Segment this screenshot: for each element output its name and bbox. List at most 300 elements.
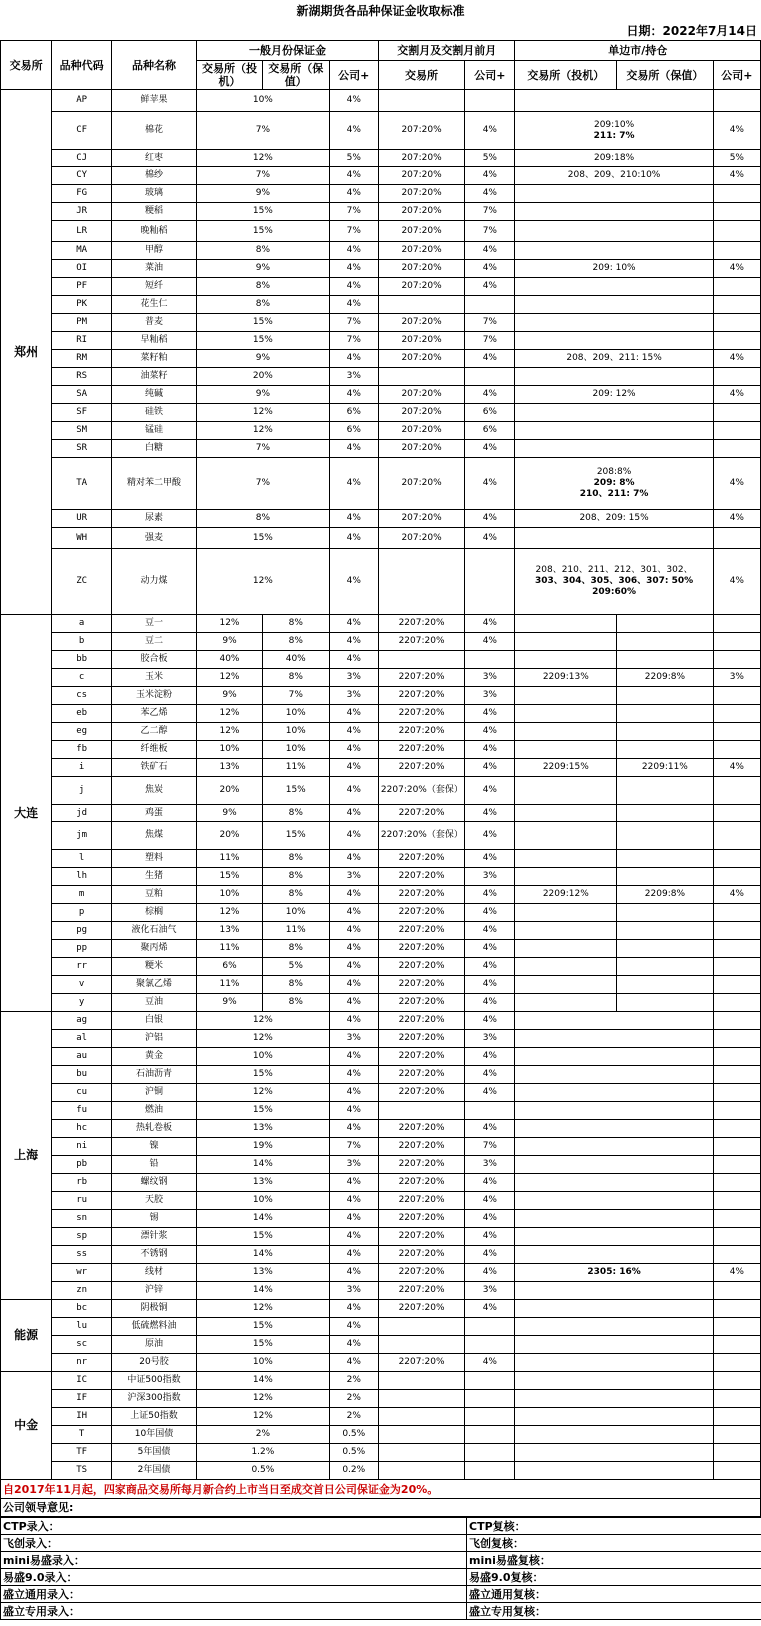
delivery-company-margin: 4% bbox=[465, 1354, 515, 1372]
delivery-exchange-margin: 2207:20% bbox=[378, 1264, 464, 1282]
general-company-margin: 4% bbox=[329, 296, 378, 314]
table-row bbox=[1, 822, 761, 850]
general-margin: 9% bbox=[197, 386, 329, 404]
product-code: bu bbox=[52, 1066, 112, 1084]
product-code: RS bbox=[52, 368, 112, 386]
unilateral-margin bbox=[515, 1462, 713, 1480]
general-company-margin: 4% bbox=[329, 759, 378, 777]
unilateral-company-margin bbox=[713, 1318, 760, 1336]
product-name: 聚丙烯 bbox=[111, 940, 196, 958]
general-margin: 12% bbox=[197, 1030, 329, 1048]
delivery-company-margin: 7% bbox=[465, 1138, 515, 1156]
unilateral-margin bbox=[515, 1426, 713, 1444]
table-row bbox=[1, 705, 761, 723]
product-name: 硅铁 bbox=[111, 404, 196, 422]
product-code: fb bbox=[52, 741, 112, 759]
product-code: WH bbox=[52, 528, 112, 549]
unilateral-margin bbox=[515, 1318, 713, 1336]
product-code: rr bbox=[52, 958, 112, 976]
table-row bbox=[1, 1246, 761, 1264]
delivery-exchange-margin: 2207:20% bbox=[378, 1210, 464, 1228]
general-margin: 12% bbox=[197, 1300, 329, 1318]
product-name: 聚氯乙烯 bbox=[111, 976, 196, 994]
table-row bbox=[1, 1120, 761, 1138]
unilateral-hedge-margin bbox=[617, 904, 714, 922]
unilateral-company-margin bbox=[713, 651, 760, 669]
product-code: LR bbox=[52, 221, 112, 242]
general-company-margin: 0.2% bbox=[329, 1462, 378, 1480]
table-row bbox=[1, 549, 761, 615]
delivery-exchange-margin bbox=[378, 549, 464, 615]
leader-opinion: 公司领导意见: bbox=[1, 1499, 761, 1517]
delivery-exchange-margin: 2207:20%（套保） bbox=[378, 777, 464, 805]
product-name: 红枣 bbox=[111, 150, 196, 167]
delivery-company-margin: 4% bbox=[465, 741, 515, 759]
general-spec-margin: 13% bbox=[197, 759, 263, 777]
table-row bbox=[1, 633, 761, 651]
product-name: 不锈钢 bbox=[111, 1246, 196, 1264]
product-code: CY bbox=[52, 167, 112, 185]
general-spec-margin: 11% bbox=[197, 976, 263, 994]
product-code: UR bbox=[52, 510, 112, 528]
general-company-margin: 7% bbox=[329, 332, 378, 350]
unilateral-hedge-margin bbox=[617, 741, 714, 759]
delivery-exchange-margin: 2207:20% bbox=[378, 1156, 464, 1174]
product-code: TS bbox=[52, 1462, 112, 1480]
table-row bbox=[1, 278, 761, 296]
unilateral-hedge-margin bbox=[617, 922, 714, 940]
general-company-margin: 4% bbox=[329, 1048, 378, 1066]
general-spec-margin: 20% bbox=[197, 822, 263, 850]
unilateral-line: 209: 12% bbox=[592, 389, 636, 399]
unilateral-margin bbox=[515, 1156, 713, 1174]
header-unilateral-hedge: 交易所（保值） bbox=[617, 61, 714, 90]
delivery-company-margin: 4% bbox=[465, 994, 515, 1012]
unilateral-company-margin bbox=[713, 368, 760, 386]
delivery-company-margin: 4% bbox=[465, 185, 515, 203]
general-company-margin: 4% bbox=[329, 940, 378, 958]
product-code: IH bbox=[52, 1408, 112, 1426]
delivery-company-margin: 4% bbox=[465, 976, 515, 994]
product-code: ag bbox=[52, 1012, 112, 1030]
general-spec-margin: 12% bbox=[197, 705, 263, 723]
product-code: cu bbox=[52, 1084, 112, 1102]
general-margin: 15% bbox=[197, 1228, 329, 1246]
delivery-company-margin: 5% bbox=[465, 150, 515, 167]
general-company-margin: 4% bbox=[329, 167, 378, 185]
unilateral-line: 208、209: 15% bbox=[579, 513, 649, 523]
product-name: 玉米淀粉 bbox=[111, 687, 196, 705]
header-general-margin: 一般月份保证金 bbox=[197, 41, 379, 61]
delivery-company-margin: 6% bbox=[465, 422, 515, 440]
general-company-margin: 4% bbox=[329, 1102, 378, 1120]
unilateral-company-margin bbox=[713, 1030, 760, 1048]
unilateral-margin bbox=[515, 1264, 713, 1282]
delivery-exchange-margin: 2207:20% bbox=[378, 633, 464, 651]
table-row bbox=[1, 1030, 761, 1048]
delivery-exchange-margin bbox=[378, 1372, 464, 1390]
delivery-company-margin: 4% bbox=[465, 510, 515, 528]
delivery-exchange-margin: 2207:20% bbox=[378, 741, 464, 759]
general-company-margin: 3% bbox=[329, 1282, 378, 1300]
product-code: lu bbox=[52, 1318, 112, 1336]
delivery-exchange-margin: 2207:20% bbox=[378, 994, 464, 1012]
delivery-company-margin: 4% bbox=[465, 1264, 515, 1282]
table-row bbox=[1, 615, 761, 633]
general-company-margin: 7% bbox=[329, 221, 378, 242]
unilateral-company-margin bbox=[713, 850, 760, 868]
product-name: 苯乙烯 bbox=[111, 705, 196, 723]
product-code: j bbox=[52, 777, 112, 805]
unilateral-margin bbox=[515, 221, 713, 242]
product-code: jm bbox=[52, 822, 112, 850]
general-hedge-margin: 10% bbox=[262, 741, 329, 759]
exchange-name: 中金 bbox=[1, 1372, 52, 1480]
unilateral-company-margin bbox=[713, 940, 760, 958]
general-margin: 14% bbox=[197, 1282, 329, 1300]
product-name: 菜籽粕 bbox=[111, 350, 196, 368]
general-margin: 12% bbox=[197, 422, 329, 440]
table-row bbox=[1, 1408, 761, 1426]
delivery-exchange-margin: 2207:20% bbox=[378, 615, 464, 633]
unilateral-spec-margin bbox=[515, 687, 617, 705]
product-code: bc bbox=[52, 1300, 112, 1318]
general-company-margin: 4% bbox=[329, 440, 378, 458]
general-margin: 15% bbox=[197, 203, 329, 221]
general-margin: 15% bbox=[197, 221, 329, 242]
product-name: 玉米 bbox=[111, 669, 196, 687]
product-code: ZC bbox=[52, 549, 112, 615]
general-margin: 14% bbox=[197, 1210, 329, 1228]
exchange-name: 大连 bbox=[1, 615, 52, 1012]
general-company-margin: 4% bbox=[329, 633, 378, 651]
general-margin: 1.2% bbox=[197, 1444, 329, 1462]
product-name: 线材 bbox=[111, 1264, 196, 1282]
unilateral-margin bbox=[515, 368, 713, 386]
general-margin: 12% bbox=[197, 1012, 329, 1030]
unilateral-company-margin bbox=[713, 1138, 760, 1156]
general-spec-margin: 12% bbox=[197, 723, 263, 741]
delivery-company-margin: 4% bbox=[465, 904, 515, 922]
unilateral-company-margin bbox=[713, 723, 760, 741]
unilateral-company-margin bbox=[713, 296, 760, 314]
unilateral-company-margin bbox=[713, 1462, 760, 1480]
general-company-margin: 4% bbox=[329, 741, 378, 759]
unilateral-company-margin: 5% bbox=[713, 150, 760, 167]
product-code: ss bbox=[52, 1246, 112, 1264]
unilateral-spec-margin bbox=[515, 868, 617, 886]
unilateral-company-margin bbox=[713, 1390, 760, 1408]
delivery-company-margin: 4% bbox=[465, 112, 515, 150]
general-spec-margin: 9% bbox=[197, 805, 263, 822]
general-hedge-margin: 7% bbox=[262, 687, 329, 705]
unilateral-margin bbox=[515, 386, 713, 404]
unilateral-line: 209:18% bbox=[593, 152, 635, 163]
general-spec-margin: 12% bbox=[197, 669, 263, 687]
delivery-exchange-margin: 2207:20% bbox=[378, 723, 464, 741]
product-code: PF bbox=[52, 278, 112, 296]
general-company-margin: 4% bbox=[329, 458, 378, 510]
product-name: 阴极铜 bbox=[111, 1300, 196, 1318]
unilateral-company-margin bbox=[713, 404, 760, 422]
table-row bbox=[1, 669, 761, 687]
delivery-exchange-margin: 2207:20% bbox=[378, 868, 464, 886]
table-row bbox=[1, 1156, 761, 1174]
product-name: 油菜籽 bbox=[111, 368, 196, 386]
general-hedge-margin: 8% bbox=[262, 615, 329, 633]
table-row bbox=[1, 203, 761, 221]
unilateral-margin bbox=[515, 112, 713, 150]
general-margin: 14% bbox=[197, 1246, 329, 1264]
header-delivery-exchange: 交易所 bbox=[378, 61, 464, 90]
unilateral-company-margin bbox=[713, 1228, 760, 1246]
table-row bbox=[1, 1066, 761, 1084]
unilateral-company-margin bbox=[713, 1372, 760, 1390]
general-margin: 15% bbox=[197, 332, 329, 350]
general-company-margin: 4% bbox=[329, 528, 378, 549]
product-name: 10年国债 bbox=[111, 1426, 196, 1444]
table-row bbox=[1, 1048, 761, 1066]
general-margin: 9% bbox=[197, 260, 329, 278]
unilateral-company-margin bbox=[713, 221, 760, 242]
general-hedge-margin: 8% bbox=[262, 669, 329, 687]
product-code: SM bbox=[52, 422, 112, 440]
unilateral-margin bbox=[515, 422, 713, 440]
unilateral-company-margin bbox=[713, 705, 760, 723]
general-margin: 20% bbox=[197, 368, 329, 386]
unilateral-company-margin bbox=[713, 958, 760, 976]
delivery-exchange-margin: 207:20% bbox=[378, 314, 464, 332]
unilateral-line: 208:8% bbox=[596, 467, 632, 477]
general-company-margin: 2% bbox=[329, 1372, 378, 1390]
unilateral-company-margin: 4% bbox=[713, 350, 760, 368]
general-company-margin: 4% bbox=[329, 723, 378, 741]
unilateral-company-margin bbox=[713, 1336, 760, 1354]
delivery-exchange-margin: 207:20% bbox=[378, 185, 464, 203]
delivery-company-margin: 4% bbox=[465, 1300, 515, 1318]
product-name: 20号胶 bbox=[111, 1354, 196, 1372]
general-company-margin: 2% bbox=[329, 1408, 378, 1426]
unilateral-margin bbox=[515, 1246, 713, 1264]
unilateral-margin bbox=[515, 1138, 713, 1156]
signoff-row bbox=[1, 1552, 761, 1569]
general-hedge-margin: 8% bbox=[262, 886, 329, 904]
unilateral-line: 208、210、211、212、301、302、 bbox=[535, 565, 693, 575]
product-name: 粳米 bbox=[111, 958, 196, 976]
general-hedge-margin: 15% bbox=[262, 822, 329, 850]
unilateral-margin bbox=[515, 404, 713, 422]
review-signoff: CTP复核： bbox=[467, 1518, 761, 1535]
product-name: 原油 bbox=[111, 1336, 196, 1354]
table-row bbox=[1, 90, 761, 112]
table-row bbox=[1, 741, 761, 759]
delivery-company-margin: 4% bbox=[465, 759, 515, 777]
product-name: 镍 bbox=[111, 1138, 196, 1156]
delivery-company-margin: 4% bbox=[465, 528, 515, 549]
general-company-margin: 3% bbox=[329, 669, 378, 687]
unilateral-spec-margin bbox=[515, 805, 617, 822]
table-row bbox=[1, 922, 761, 940]
unilateral-line: 208、209、211: 15% bbox=[566, 353, 662, 363]
table-row bbox=[1, 1336, 761, 1354]
delivery-company-margin bbox=[465, 651, 515, 669]
unilateral-margin bbox=[515, 185, 713, 203]
delivery-exchange-margin: 207:20% bbox=[378, 458, 464, 510]
exchange-name: 能源 bbox=[1, 1300, 52, 1372]
delivery-exchange-margin: 2207:20% bbox=[378, 669, 464, 687]
product-code: sc bbox=[52, 1336, 112, 1354]
unilateral-margin bbox=[515, 242, 713, 260]
product-code: T bbox=[52, 1426, 112, 1444]
unilateral-company-margin bbox=[713, 1048, 760, 1066]
table-row bbox=[1, 868, 761, 886]
general-margin: 15% bbox=[197, 1336, 329, 1354]
unilateral-company-margin bbox=[713, 904, 760, 922]
product-name: 菜油 bbox=[111, 260, 196, 278]
unilateral-company-margin bbox=[713, 1354, 760, 1372]
general-company-margin: 4% bbox=[329, 1120, 378, 1138]
general-hedge-margin: 11% bbox=[262, 759, 329, 777]
general-company-margin: 0.5% bbox=[329, 1444, 378, 1462]
unilateral-line: 209:60% bbox=[592, 587, 637, 597]
unilateral-hedge-margin bbox=[617, 850, 714, 868]
delivery-exchange-margin: 2207:20% bbox=[378, 1138, 464, 1156]
unilateral-margin bbox=[515, 549, 713, 615]
product-code: AP bbox=[52, 90, 112, 112]
unilateral-company-margin bbox=[713, 1102, 760, 1120]
product-name: 豆二 bbox=[111, 633, 196, 651]
general-company-margin: 4% bbox=[329, 850, 378, 868]
unilateral-hedge-margin bbox=[617, 615, 714, 633]
product-name: 花生仁 bbox=[111, 296, 196, 314]
header-unilateral: 单边市/持仓 bbox=[515, 41, 761, 61]
unilateral-spec-margin bbox=[515, 651, 617, 669]
exchange-name: 郑州 bbox=[1, 90, 52, 615]
unilateral-hedge-margin bbox=[617, 958, 714, 976]
unilateral-margin bbox=[515, 1336, 713, 1354]
general-company-margin: 7% bbox=[329, 203, 378, 221]
delivery-exchange-margin: 207:20% bbox=[378, 260, 464, 278]
header-general-company: 公司+ bbox=[329, 61, 378, 90]
product-name: 粳稻 bbox=[111, 203, 196, 221]
delivery-exchange-margin: 2207:20% bbox=[378, 705, 464, 723]
unilateral-company-margin: 4% bbox=[713, 759, 760, 777]
unilateral-company-margin: 4% bbox=[713, 167, 760, 185]
unilateral-spec-margin bbox=[515, 904, 617, 922]
table-row bbox=[1, 886, 761, 904]
unilateral-margin bbox=[515, 150, 713, 167]
delivery-company-margin: 4% bbox=[465, 458, 515, 510]
delivery-company-margin: 3% bbox=[465, 868, 515, 886]
general-spec-margin: 10% bbox=[197, 886, 263, 904]
unilateral-company-margin: 3% bbox=[713, 669, 760, 687]
product-code: zn bbox=[52, 1282, 112, 1300]
unilateral-company-margin bbox=[713, 1408, 760, 1426]
unilateral-hedge-margin bbox=[617, 940, 714, 958]
delivery-exchange-margin: 2207:20% bbox=[378, 1246, 464, 1264]
unilateral-margin bbox=[515, 510, 713, 528]
general-spec-margin: 40% bbox=[197, 651, 263, 669]
delivery-exchange-margin: 2207:20% bbox=[378, 958, 464, 976]
unilateral-spec-margin bbox=[515, 777, 617, 805]
general-company-margin: 6% bbox=[329, 404, 378, 422]
product-name: 豆一 bbox=[111, 615, 196, 633]
unilateral-hedge-margin bbox=[617, 705, 714, 723]
table-row bbox=[1, 314, 761, 332]
entry-signoff: 易盛9.0录入： bbox=[1, 1569, 467, 1586]
delivery-exchange-margin bbox=[378, 651, 464, 669]
product-name: 5年国债 bbox=[111, 1444, 196, 1462]
unilateral-margin bbox=[515, 1102, 713, 1120]
general-margin: 7% bbox=[197, 167, 329, 185]
product-name: 早籼稻 bbox=[111, 332, 196, 350]
product-code: IF bbox=[52, 1390, 112, 1408]
product-code: sn bbox=[52, 1210, 112, 1228]
delivery-company-margin: 6% bbox=[465, 404, 515, 422]
table-row bbox=[1, 1300, 761, 1318]
product-code: SA bbox=[52, 386, 112, 404]
delivery-exchange-margin: 207:20% bbox=[378, 112, 464, 150]
table-row bbox=[1, 976, 761, 994]
general-company-margin: 4% bbox=[329, 1300, 378, 1318]
product-name: 铁矿石 bbox=[111, 759, 196, 777]
product-name: 甲醇 bbox=[111, 242, 196, 260]
general-hedge-margin: 15% bbox=[262, 777, 329, 805]
unilateral-spec-margin: 2209:13% bbox=[515, 669, 617, 687]
product-name: 鸡蛋 bbox=[111, 805, 196, 822]
general-company-margin: 4% bbox=[329, 705, 378, 723]
general-company-margin: 4% bbox=[329, 185, 378, 203]
unilateral-company-margin bbox=[713, 1084, 760, 1102]
product-code: y bbox=[52, 994, 112, 1012]
general-margin: 8% bbox=[197, 510, 329, 528]
general-company-margin: 4% bbox=[329, 1174, 378, 1192]
product-name: 晚籼稻 bbox=[111, 221, 196, 242]
delivery-company-margin: 7% bbox=[465, 314, 515, 332]
general-company-margin: 4% bbox=[329, 1084, 378, 1102]
delivery-exchange-margin: 2207:20% bbox=[378, 1012, 464, 1030]
unilateral-margin bbox=[515, 1282, 713, 1300]
unilateral-company-margin bbox=[713, 242, 760, 260]
signoff-row bbox=[1, 1569, 761, 1586]
entry-signoff: 盛立专用录入： bbox=[1, 1603, 467, 1620]
general-hedge-margin: 40% bbox=[262, 651, 329, 669]
unilateral-margin bbox=[515, 350, 713, 368]
table-row bbox=[1, 1462, 761, 1480]
product-code: FG bbox=[52, 185, 112, 203]
product-name: 玻璃 bbox=[111, 185, 196, 203]
delivery-company-margin: 4% bbox=[465, 940, 515, 958]
table-row bbox=[1, 1372, 761, 1390]
product-name: 纤维板 bbox=[111, 741, 196, 759]
delivery-company-margin: 4% bbox=[465, 633, 515, 651]
unilateral-spec-margin bbox=[515, 741, 617, 759]
unilateral-spec-margin: 2209:15% bbox=[515, 759, 617, 777]
general-hedge-margin: 10% bbox=[262, 904, 329, 922]
general-spec-margin: 6% bbox=[197, 958, 263, 976]
product-code: jd bbox=[52, 805, 112, 822]
general-hedge-margin: 8% bbox=[262, 940, 329, 958]
unilateral-company-margin bbox=[713, 203, 760, 221]
general-margin: 12% bbox=[197, 404, 329, 422]
product-code: SR bbox=[52, 440, 112, 458]
general-hedge-margin: 8% bbox=[262, 868, 329, 886]
product-code: SF bbox=[52, 404, 112, 422]
delivery-company-margin: 7% bbox=[465, 221, 515, 242]
general-margin: 12% bbox=[197, 549, 329, 615]
review-signoff: 飞创复核： bbox=[467, 1535, 761, 1552]
header-delivery-month: 交割月及交割月前月 bbox=[378, 41, 515, 61]
